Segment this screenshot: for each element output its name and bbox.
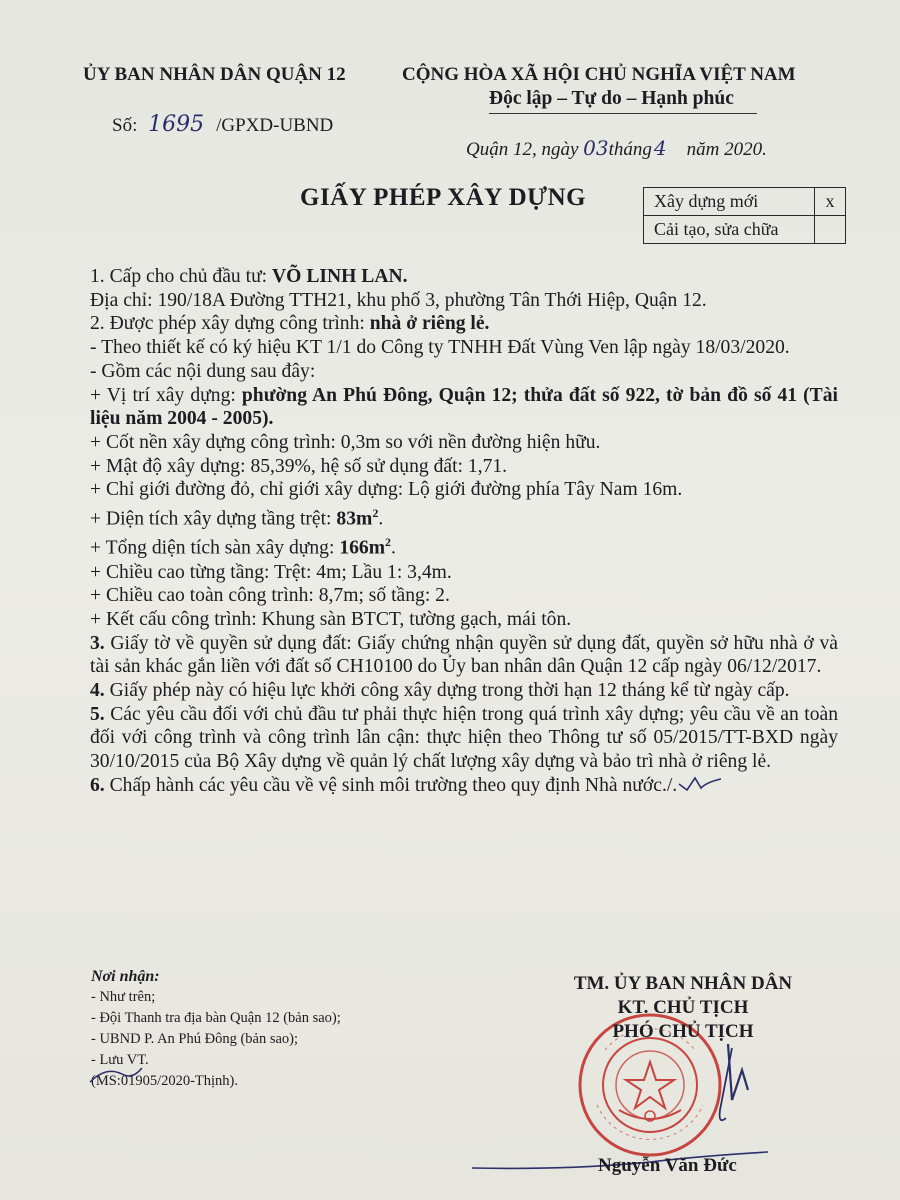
item-3 <box>90 632 838 679</box>
doc-number-prefix: Số: <box>112 115 138 136</box>
location <box>90 384 838 431</box>
ground-area-value: 83m <box>336 508 373 530</box>
construction-type: nhà ở riêng lẻ. <box>369 313 490 335</box>
investor-address: Địa chỉ: 190/18A Đường TTH21, khu phố 3, phường Tân Thới Hiệp, Quận 12. <box>90 289 707 311</box>
total-height: + Chiều cao toàn công trình: 8,7m; số tầng: 2. <box>90 585 450 607</box>
location-label: + Vị trí xây dựng: <box>90 384 242 406</box>
doc-number-suffix: /GPXD-UBND <box>216 115 334 136</box>
motto-underline <box>489 113 757 114</box>
type-row-renovation <box>644 216 846 244</box>
initials-scribble <box>677 774 723 794</box>
date-month-label: tháng <box>608 139 652 160</box>
document-number <box>112 112 333 137</box>
total-floor-area <box>90 531 838 560</box>
type-mark-new: x <box>815 188 846 216</box>
total-area-end: . <box>391 537 396 559</box>
national-motto: Độc lập – Tự do – Hạnh phúc <box>489 88 734 109</box>
item-3-text: Giấy tờ về quyền sử dụng đất: Giấy chứng nhận quyền sử dụng đất, quyền sở hữu nhà ở và tài sản khác gắn liền với đất số CH10100 do Ủy ban nhân dân Quận 12 cấp ngày 06/12/2017. <box>90 632 838 678</box>
issue-date <box>466 136 767 161</box>
investor-name: VÕ LINH LAN. <box>272 266 408 287</box>
total-area-label: + Tổng diện tích sàn xây dựng: <box>90 537 340 559</box>
type-label-renovation: Cải tạo, sửa chữa <box>644 216 815 244</box>
item-5 <box>90 703 838 774</box>
design-reference: - Theo thiết kế có ký hiệu KT 1/1 do Công ty TNHH Đất Vùng Ven lập ngày 18/03/2020. <box>90 337 790 359</box>
date-prefix: Quận 12, ngày <box>466 139 579 160</box>
recipient-item: - Như trên; <box>91 989 156 1005</box>
building-density: + Mật độ xây dựng: 85,39%, hệ số sử dụng đất: 1,71. <box>90 455 508 477</box>
ground-area-end: . <box>378 508 384 530</box>
recipients-title: Nơi nhận: <box>91 968 160 985</box>
recipient-item: - Lưu VT. <box>91 1052 149 1068</box>
item-5-text: Các yêu cầu đối với chủ đầu tư phải thực hiện trong quá trình xây dựng; yêu cầu về an toàn đối với công trình và công trình lân cận: thực hiện theo Thông tư số 05/2015/TT-BXD ngày 30/10/2015 của Bộ Xây dựng về quản lý chất lượng xây dựng và bảo trì nhà ở riêng lẻ. <box>90 703 838 773</box>
signature-line-1: TM. ỦY BAN NHÂN DÂN <box>573 973 793 994</box>
recipient-item: - Đội Thanh tra địa bàn Quận 12 (bản sao); <box>91 1010 341 1026</box>
type-row-new <box>644 188 846 216</box>
item-5-number: 5. <box>90 703 105 725</box>
recipient-item: - UBND P. An Phú Đông (bản sao); <box>91 1031 299 1047</box>
total-area-value: 166m <box>339 537 386 559</box>
date-month: 4 <box>653 136 667 160</box>
permit-type-box <box>643 187 846 244</box>
signer-name: Nguyễn Văn Đức <box>598 1155 737 1176</box>
doc-number-handwritten: 1695 <box>148 112 205 137</box>
foundation-level: + Cốt nền xây dựng công trình: 0,3m so với nền đường hiện hữu. <box>90 431 601 453</box>
structure: + Kết cấu công trình: Khung sàn BTCT, tường gạch, mái tôn. <box>90 608 572 630</box>
item-3-number: 3. <box>90 632 105 654</box>
item-6-number: 6. <box>90 774 105 796</box>
recipient-scribble <box>86 1062 146 1086</box>
ground-floor-area <box>90 502 838 531</box>
item-2 <box>90 312 838 336</box>
date-day: 03 <box>583 136 609 160</box>
type-mark-renovation <box>815 216 846 244</box>
item-4-text: Giấy phép này có hiệu lực khởi công xây dựng trong thời hạn 12 tháng kể từ ngày cấp. <box>104 680 790 702</box>
boundary-line: + Chỉ giới đường đỏ, chỉ giới xây dựng: Lộ giới đường phía Tây Nam 16m. <box>90 479 683 501</box>
item-6 <box>90 774 838 798</box>
date-year: năm 2020. <box>686 139 767 160</box>
item-2-label: 2. Được phép xây dựng công trình: <box>90 313 370 335</box>
item-6-text: Chấp hành các yêu cầu về vệ sinh môi trường theo quy định Nhà nước./. <box>104 774 678 796</box>
country-title: CỘNG HÒA XÃ HỘI CHỦ NGHĨA VIỆT NAM <box>402 64 796 85</box>
recipient-item: (MS:01905/2020-Thịnh). <box>91 1073 239 1089</box>
item-1 <box>90 265 838 289</box>
ground-area-label: + Diện tích xây dựng tầng trệt: <box>90 508 337 530</box>
ground-area-sup: 2 <box>372 506 379 521</box>
document-title: GIẤY PHÉP XÂY DỰNG <box>300 184 587 211</box>
item-4 <box>90 679 838 703</box>
item-4-number: 4. <box>90 680 105 702</box>
permit-body <box>90 265 838 798</box>
floor-heights: + Chiều cao từng tầng: Trệt: 4m; Lầu 1: 3,4m. <box>90 561 452 583</box>
location-value: phường An Phú Đông, Quận 12; thửa đất số 922, tờ bản đồ số 41 (Tài liệu năm 2004 - 2005). <box>90 384 838 430</box>
total-area-sup: 2 <box>385 535 392 550</box>
signature-line-2: KT. CHỦ TỊCH <box>617 997 749 1018</box>
item-1-label: 1. Cấp cho chủ đầu tư: <box>90 266 273 287</box>
contents-intro: - Gồm các nội dung sau đây: <box>90 360 316 382</box>
signature-line-3: PHÓ CHỦ TỊCH <box>612 1021 754 1042</box>
type-label-new: Xây dựng mới <box>644 188 815 216</box>
issuing-authority: ỦY BAN NHÂN DÂN QUẬN 12 <box>83 64 346 85</box>
